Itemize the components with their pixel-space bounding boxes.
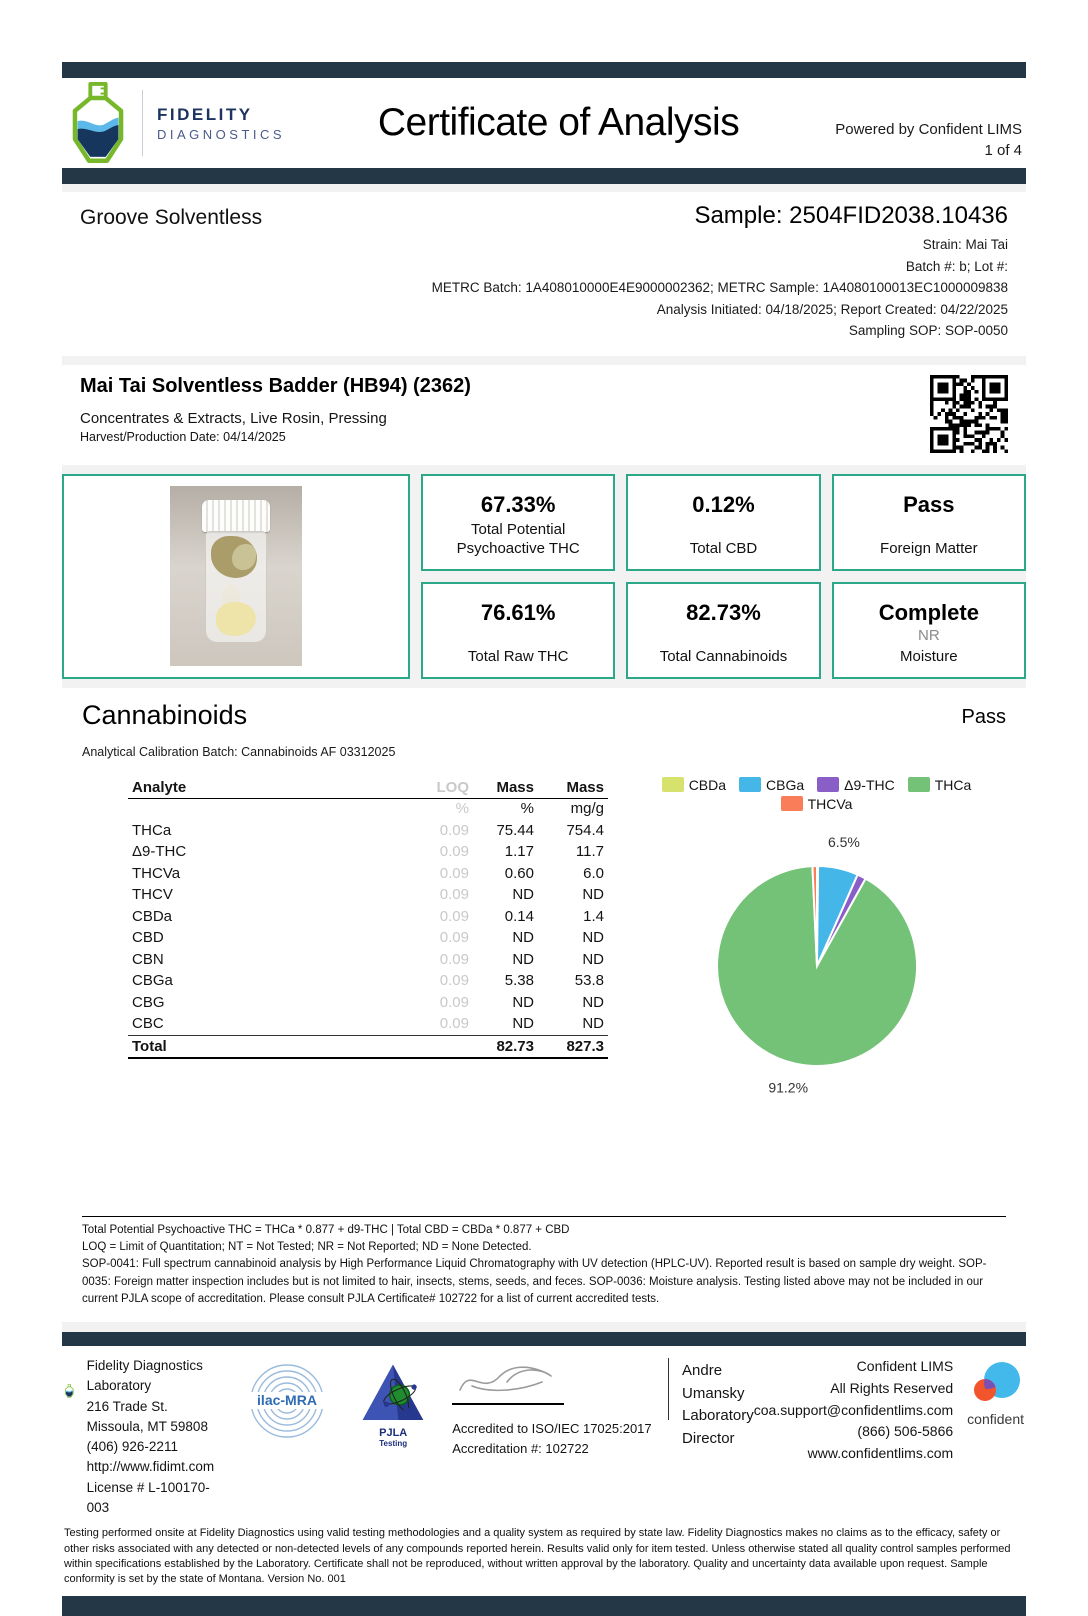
result-value: Complete (879, 600, 979, 626)
analyte-mass-pct: ND (473, 992, 538, 1014)
result-box-moisture (832, 582, 1026, 679)
analyte-mass-mgg: ND (538, 949, 608, 971)
analyte-name: THCa (128, 820, 378, 842)
analyte-mass-pct: 5.38 (473, 970, 538, 992)
product-harvest-date: Harvest/Production Date: 04/14/2025 (80, 430, 930, 444)
table-row (128, 1013, 608, 1035)
header (62, 78, 1026, 168)
confident-line: (866) 506-5866 (754, 1421, 953, 1443)
legend-label: Δ9-THC (844, 777, 895, 793)
analyte-loq: 0.09 (378, 927, 473, 949)
result-value: 67.33% (481, 492, 556, 518)
header-right (822, 84, 1022, 162)
table-row (128, 927, 608, 949)
legend-item (908, 777, 972, 793)
confident-line: www.confidentlims.com (754, 1443, 953, 1465)
footer (62, 1346, 1026, 1522)
analyte-name: THCVa (128, 863, 378, 885)
table-unit: mg/g (538, 799, 608, 820)
sample-right (262, 202, 1008, 342)
analyte-mass-mgg: 11.7 (538, 841, 608, 863)
legend-swatch-icon (739, 777, 761, 792)
accreditation-line: Accredited to ISO/IEC 17025:2017 (452, 1419, 651, 1439)
analyte-mass-pct: ND (473, 884, 538, 906)
analyte-mass-mgg: 1.4 (538, 906, 608, 928)
legend-label: CBGa (766, 777, 804, 793)
cannabinoids-chart (627, 777, 1006, 1108)
pjla-label: PJLA (360, 1427, 426, 1439)
total-mass-mgg: 827.3 (538, 1035, 608, 1058)
analyte-loq: 0.09 (378, 863, 473, 885)
table-row (128, 820, 608, 842)
sample-photo-box (62, 474, 410, 679)
disclaimer: Testing performed onsite at Fidelity Diagnostics using valid testing methodologies and a quality system as required by state law. Fidelity Diagnostics makes no claims as to the efficacy, safety or other risks associated with any detected or non-detected levels of any compounds reported herein. Results valid only for item tested. Unless otherwise stated all quality control samples performed within specifications established by the Laboratory. Certificate shall not be reproduced, without written approval by the laboratory. Quality and uncertainty data available upon request. Sample conformity is set by the state of Montana. Version No. 001 (62, 1522, 1026, 1596)
result-value: 82.73% (686, 600, 761, 626)
result-label: Total Potential Psychoactive THC (429, 521, 607, 561)
analyte-name: CBD (128, 927, 378, 949)
legend-label: THCa (935, 777, 972, 793)
analyte-loq: 0.09 (378, 884, 473, 906)
pie-legend (652, 777, 982, 812)
ilac-mra-label: ilac-MRA (257, 1392, 317, 1408)
analyte-mass-mgg: ND (538, 927, 608, 949)
analyte-mass-mgg: ND (538, 992, 608, 1014)
brand-text (157, 105, 285, 142)
legend-swatch-icon (817, 777, 839, 792)
pjla-sublabel: Testing (360, 1439, 426, 1448)
confident-line: All Rights Reserved (754, 1378, 953, 1400)
result-box-total-cannabinoids (626, 582, 820, 679)
legend-swatch-icon (908, 777, 930, 792)
lab-contact-line: (406) 926-2211 (87, 1437, 215, 1457)
page-title: Certificate of Analysis (285, 101, 822, 145)
result-box-total-raw-thc (421, 582, 615, 679)
lab-contact-lines (87, 1354, 215, 1518)
total-mass-pct: 82.73 (473, 1035, 538, 1058)
table-unit (128, 799, 378, 820)
powered-by: Powered by Confident LIMS (835, 119, 1022, 141)
analyte-name: CBDa (128, 906, 378, 928)
cannabinoids-card (62, 688, 1026, 1322)
accreditation-line: Accreditation #: 102722 (452, 1439, 651, 1459)
lab-contact-line: Fidelity Diagnostics Laboratory (87, 1356, 215, 1397)
table-row (128, 841, 608, 863)
legend-swatch-icon (662, 777, 684, 792)
cannabinoids-section-title: Cannabinoids (82, 700, 247, 731)
pie-chart (666, 814, 968, 1108)
total-label: Total (128, 1035, 378, 1058)
analyte-mass-mgg: 53.8 (538, 970, 608, 992)
summary-results (62, 474, 1026, 679)
analyte-name: Δ9-THC (128, 841, 378, 863)
result-subvalue: NR (918, 627, 940, 644)
legend-item (662, 777, 726, 793)
sample-detail-line: METRC Batch: 1A408010000E4E9000002362; METRC Sample: 1A4080100013EC1000009838 (262, 277, 1008, 299)
table-unit: % (378, 799, 473, 820)
analyte-name: CBG (128, 992, 378, 1014)
result-value: 0.12% (692, 492, 754, 518)
analyte-name: CBGa (128, 970, 378, 992)
total-loq (378, 1035, 473, 1058)
table-header: Mass (473, 777, 538, 799)
table-row (128, 906, 608, 928)
sample-detail-line: Batch #: b; Lot #: (262, 256, 1008, 278)
method-note-line: SOP-0041: Full spectrum cannabinoid analysis by High Performance Liquid Chromatography with UV detection (HPLC-UV). Reported result is based on sample dry weight. SOP-0035: Foreign matter inspection includes but is not limited to hair, insects, stems, seeds, and feces. SOP-0036: Moisture analysis. Testing listed above may not be included in our current PJLA scope of accreditation. Please consult PJLA Certificate# 102722 for a list of current accredited tests. (82, 1256, 1006, 1308)
bottom-bar (62, 1596, 1026, 1616)
sample-detail-line: Analysis Initiated: 04/18/2025; Report Created: 04/22/2025 (262, 299, 1008, 321)
sample-photo (170, 486, 302, 666)
signer-title: Laboratory Director (682, 1405, 754, 1450)
signature-block (452, 1354, 651, 1458)
legend-item (739, 777, 804, 793)
analyte-mass-mgg: 754.4 (538, 820, 608, 842)
analyte-loq: 0.09 (378, 970, 473, 992)
analyte-mass-mgg: ND (538, 1013, 608, 1035)
analyte-mass-pct: ND (473, 927, 538, 949)
method-note-line: Total Potential Psychoactive THC = THCa * 0.877 + d9-THC | Total CBD = CBDa * 0.877 + CBD (82, 1222, 1006, 1239)
result-label: Total CBD (690, 540, 758, 561)
signer (682, 1354, 754, 1450)
analyte-mass-mgg: 6.0 (538, 863, 608, 885)
sample-jar-image (200, 500, 272, 643)
analyte-mass-pct: 75.44 (473, 820, 538, 842)
legend-item (781, 796, 853, 812)
table-header: Analyte (128, 777, 378, 799)
pjla-logo (360, 1362, 426, 1448)
method-note-line: LOQ = Limit of Quantitation; NT = Not Tested; NR = Not Reported; ND = None Detected. (82, 1239, 1006, 1256)
analyte-loq: 0.09 (378, 906, 473, 928)
result-label: Moisture (900, 648, 958, 669)
analyte-loq: 0.09 (378, 820, 473, 842)
analyte-name: CBN (128, 949, 378, 971)
brand-divider (142, 90, 143, 156)
product-info (80, 375, 930, 453)
analyte-mass-mgg: ND (538, 884, 608, 906)
sample-info-card (62, 192, 1026, 356)
signer-name: Andre Umansky (682, 1360, 754, 1405)
analyte-mass-pct: 0.14 (473, 906, 538, 928)
result-box-total-potential-psychoactive-thc (421, 474, 615, 571)
legend-swatch-icon (781, 796, 803, 811)
pie-slice-label: 6.5% (827, 834, 859, 850)
analyte-loq: 0.09 (378, 949, 473, 971)
product-card (62, 365, 1026, 465)
analyte-mass-pct: ND (473, 949, 538, 971)
sample-id: Sample: 2504FID2038.10436 (262, 202, 1008, 230)
sample-detail-lines (262, 234, 1008, 342)
confident-logo (967, 1354, 1024, 1427)
brand-fidelity: FIDELITY (157, 105, 285, 125)
product-name: Mai Tai Solventless Badder (HB94) (2362) (80, 375, 930, 398)
analyte-loq: 0.09 (378, 992, 473, 1014)
result-label: Foreign Matter (880, 540, 978, 561)
signature-icon (452, 1356, 572, 1404)
content-zone (62, 184, 1026, 1332)
header-divider-bar (62, 168, 1026, 184)
lab-contact-line: http://www.fidimt.com (87, 1457, 215, 1477)
legend-label: THCVa (808, 796, 853, 812)
table-total-row (128, 1035, 608, 1058)
sample-detail-line: Strain: Mai Tai (262, 234, 1008, 256)
calibration-batch: Analytical Calibration Batch: Cannabinoids AF 03312025 (82, 745, 1006, 759)
table-row (128, 970, 608, 992)
sample-detail-line: Sampling SOP: SOP-0050 (262, 320, 1008, 342)
fidelity-logo-icon (66, 81, 130, 165)
legend-item (817, 777, 895, 793)
cannabinoids-status-pass: Pass (962, 700, 1006, 729)
accreditation-lines (452, 1419, 651, 1458)
product-category: Concentrates & Extracts, Live Rosin, Pressing (80, 410, 930, 427)
result-label: Total Cannabinoids (660, 648, 788, 669)
client-name: Groove Solventless (80, 202, 262, 342)
footer-top-bar (62, 1332, 1026, 1346)
top-bar (62, 62, 1026, 78)
table-row (128, 949, 608, 971)
ilac-mra-logo (248, 1362, 326, 1445)
method-notes (82, 1216, 1006, 1308)
result-value: Pass (903, 492, 954, 518)
table-row (128, 863, 608, 885)
analyte-name: THCV (128, 884, 378, 906)
qr-code (930, 375, 1008, 453)
analyte-mass-pct: ND (473, 1013, 538, 1035)
lab-contact-line: Missoula, MT 59808 (87, 1417, 215, 1437)
confident-line: coa.support@confidentlims.com (754, 1400, 953, 1422)
lab-contact-line: 216 Trade St. (87, 1397, 215, 1417)
result-box-total-cbd (626, 474, 820, 571)
lab-contact-line: License # L-100170-003 (87, 1478, 215, 1519)
table-header: Mass (538, 777, 608, 799)
analyte-mass-pct: 0.60 (473, 863, 538, 885)
table-row (128, 884, 608, 906)
pie-slice-label: 91.2% (768, 1080, 808, 1096)
analyte-mass-pct: 1.17 (473, 841, 538, 863)
table-row (128, 992, 608, 1014)
result-box-foreign-matter (832, 474, 1026, 571)
confident-lims-block (754, 1354, 953, 1464)
brand-diagnostics: DIAGNOSTICS (157, 127, 285, 142)
confident-wordmark: confident (967, 1411, 1024, 1427)
analyte-loq: 0.09 (378, 841, 473, 863)
page-indicator: 1 of 4 (984, 140, 1022, 162)
confident-line: Confident LIMS (754, 1356, 953, 1378)
analyte-name: CBC (128, 1013, 378, 1035)
cannabinoids-table (128, 777, 608, 1060)
cannabinoids-table-wrap (82, 777, 627, 1108)
fidelity-footer-logo-icon (64, 1354, 75, 1428)
analyte-loq: 0.09 (378, 1013, 473, 1035)
legend-label: CBDa (689, 777, 726, 793)
result-label: Total Raw THC (468, 648, 569, 669)
result-value: 76.61% (481, 600, 556, 626)
table-header: LOQ (378, 777, 473, 799)
table-unit: % (473, 799, 538, 820)
